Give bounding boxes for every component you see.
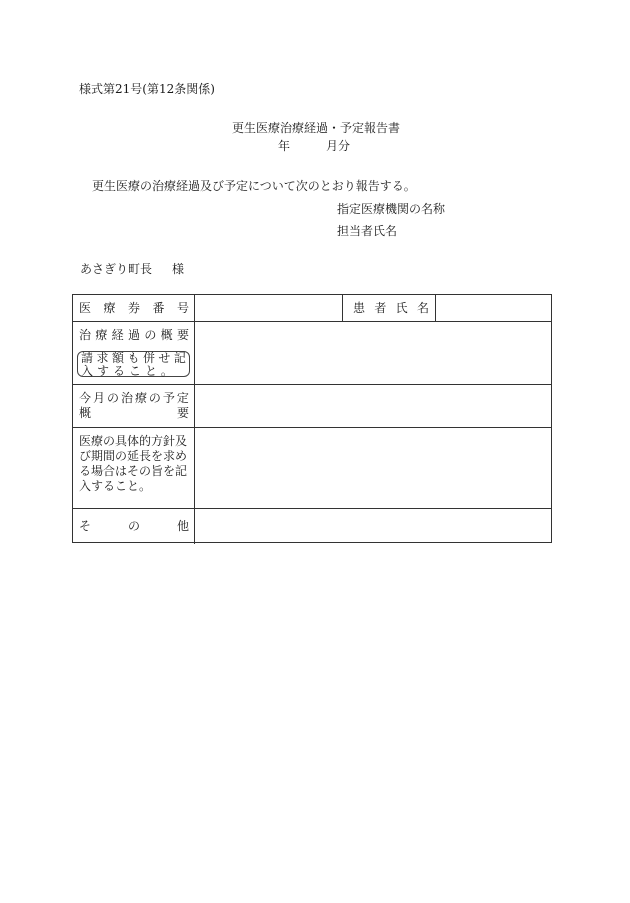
label-char: の (148, 391, 161, 405)
table-row-treatment-progress (73, 322, 551, 385)
treatment-progress-label-cell (73, 322, 195, 384)
year-label: 年 (278, 139, 291, 153)
treatment-progress-label (79, 328, 189, 342)
label-char: る (112, 364, 125, 378)
other-field[interactable] (195, 509, 551, 544)
monthly-plan-label-cell (73, 385, 195, 427)
label-char: 名 (416, 301, 429, 315)
label-char: 過 (127, 328, 140, 342)
table-row-extension-request (73, 428, 551, 509)
billing-note-line1 (81, 351, 186, 365)
month-label: 月分 (326, 139, 351, 153)
label-char: 治 (79, 328, 92, 342)
ticket-number-label-cell (73, 295, 195, 321)
institution-name-label: 指定医療機関の名称 (337, 202, 446, 216)
person-in-charge-label: 担当者氏名 (337, 224, 398, 238)
label-char: 概 (160, 328, 173, 342)
label-char: 者 (374, 301, 387, 315)
label-char: 要 (176, 406, 189, 420)
label-char: 請 (81, 351, 94, 365)
monthly-plan-label-line1 (79, 391, 189, 405)
label-char: 。 (160, 364, 173, 378)
label-char: せ (158, 351, 171, 365)
extension-request-label-cell (73, 428, 195, 508)
label-char: 号 (176, 301, 189, 315)
other-label (79, 519, 189, 533)
label-char: 併 (142, 351, 155, 365)
form-number: 様式第21号(第12条関係) (79, 82, 215, 96)
label-char: 額 (111, 351, 124, 365)
extension-request-field[interactable] (195, 428, 551, 508)
label-char: 要 (176, 328, 189, 342)
other-label-cell (73, 509, 195, 544)
label-char: 今 (79, 391, 92, 405)
label-char: 氏 (395, 301, 408, 315)
billing-note-line2 (81, 364, 173, 378)
table-row-monthly-plan (73, 385, 551, 428)
label-char: 番 (152, 301, 165, 315)
label-char: 予 (162, 391, 175, 405)
ticket-number-label (79, 301, 189, 315)
patient-name-label (353, 301, 429, 315)
document-title: 更生医療治療経過・予定報告書 (232, 121, 401, 135)
label-char: 概 (79, 406, 92, 420)
label-char: 求 (96, 351, 109, 365)
billing-note-bracket (77, 351, 190, 377)
label-char: 患 (353, 301, 366, 315)
addressee-suffix: 様 (172, 262, 185, 276)
label-char: の (127, 519, 140, 533)
extension-request-label: 医療の具体的方針及び期間の延長を求める場合はその旨を記入すること。 (79, 434, 188, 493)
label-char: 定 (176, 391, 189, 405)
label-char: の (144, 328, 157, 342)
label-char: 記 (173, 351, 186, 365)
patient-name-label-cell (345, 295, 436, 321)
label-char: 月 (92, 391, 105, 405)
treatment-progress-field[interactable] (195, 322, 551, 384)
table-row-other (73, 509, 551, 544)
table-row-ticket-number (73, 295, 551, 322)
addressee-name: あさぎり町長 (80, 262, 153, 276)
monthly-plan-field[interactable] (195, 385, 551, 427)
label-char: 療 (134, 391, 147, 405)
label-char: 入 (81, 364, 94, 378)
body-text: 更生医療の治療経過及び予定について次のとおり報告する。 (92, 179, 416, 193)
label-char: 経 (111, 328, 124, 342)
label-char: そ (79, 519, 92, 533)
label-char: 療 (95, 328, 108, 342)
label-char: 医 (79, 301, 92, 315)
label-char: 治 (120, 391, 133, 405)
label-char: の (106, 391, 119, 405)
monthly-plan-label-line2 (79, 406, 189, 420)
label-char: こ (128, 364, 141, 378)
label-char: も (127, 351, 140, 365)
report-table (72, 294, 552, 543)
label-char: と (144, 364, 157, 378)
label-char: 療 (103, 301, 116, 315)
patient-name-field[interactable] (436, 295, 551, 321)
label-char: す (96, 364, 109, 378)
ticket-number-field[interactable] (195, 295, 343, 321)
label-char: 券 (127, 301, 140, 315)
label-char: 他 (176, 519, 189, 533)
